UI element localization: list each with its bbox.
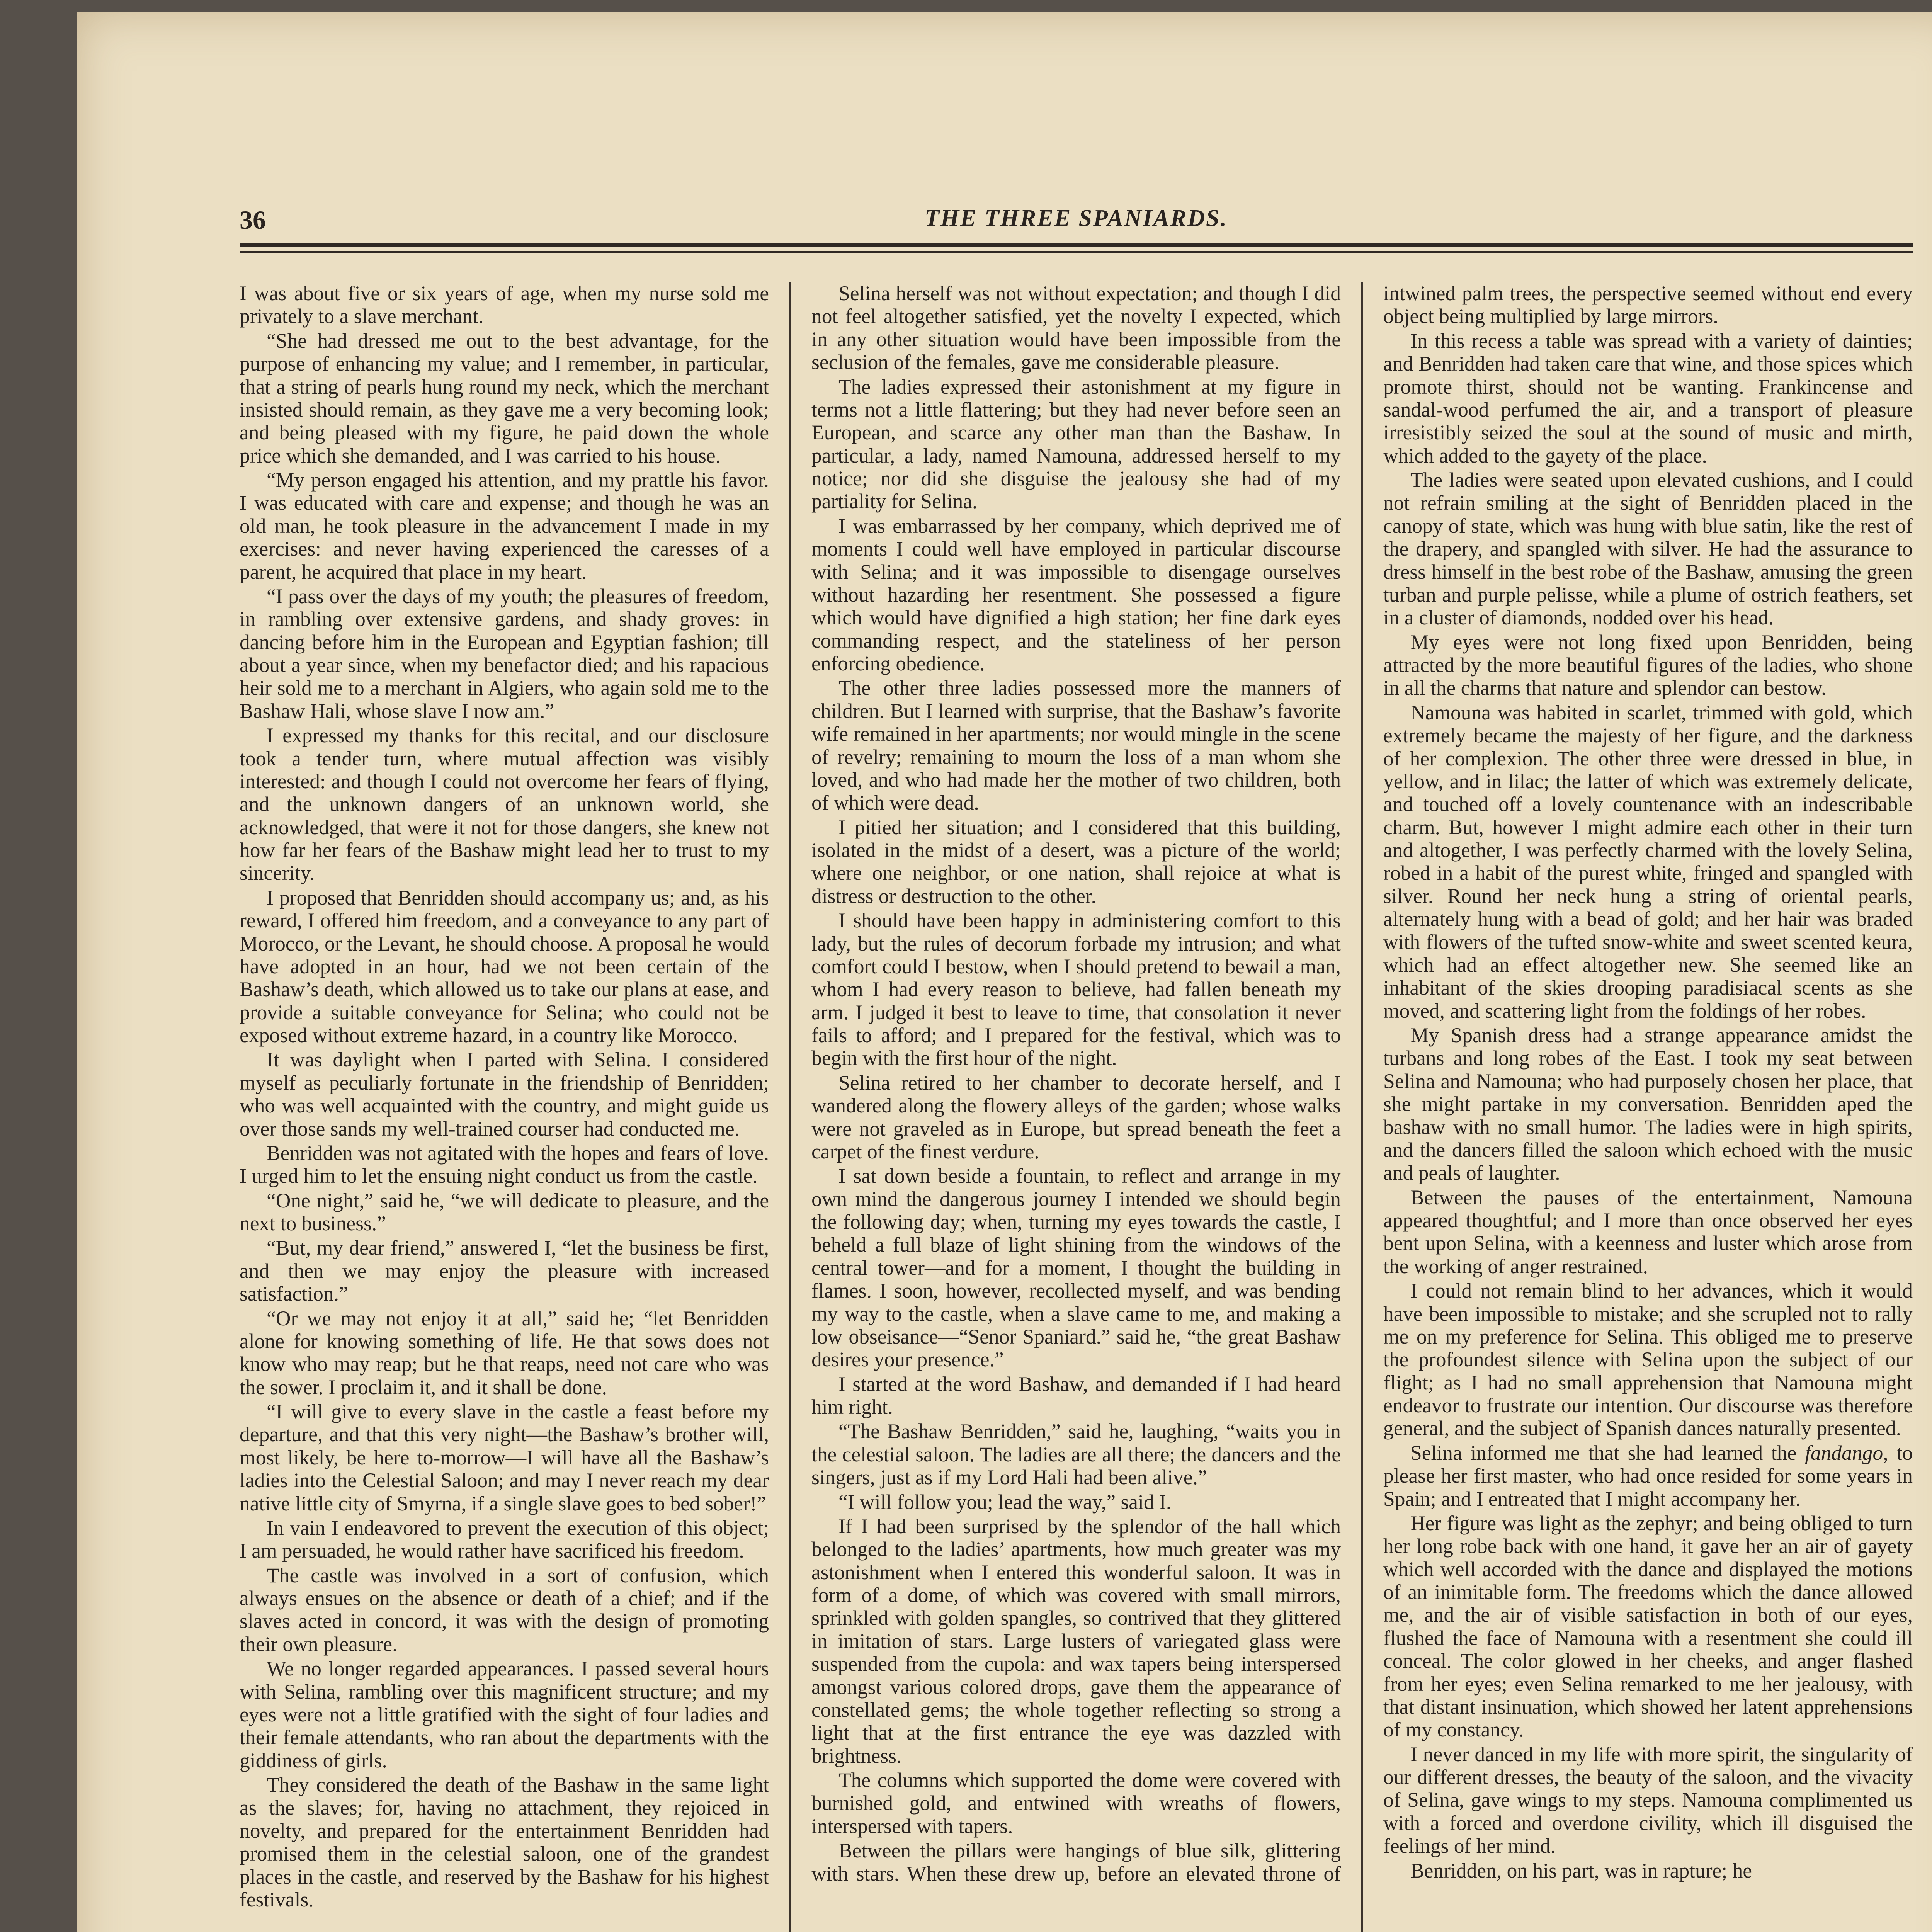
paragraph: I could not remain blind to her advances, which it would have been impossible to mistake; and she scrupled not to rally me on my preference for Selina. This obliged me to preserve the profoundest silence with Selina upon the subject of our flight; as I had no small apprehension that Namouna might endeavor to frustrate our intention. Our discourse was therefore general, and the subject of Spanish dances naturally presented. [1383,1279,1913,1440]
paragraph: “I will follow you; lead the way,” said I. [838,1490,1172,1514]
paragraph: My Spanish dress had a strange appearance amidst the turbans and long robes of the East. I took my seat between Selina and Namouna; who had purposely chosen her place, that she might partake in my conversation. Benridden aped the bashaw with no small humor. The ladies were in high spirits, and the dancers filled the saloon which echoed with the music and peals of laughter. [1383,1024,1913,1185]
page-number: 36 [240,205,266,235]
paragraph: I started at the word Bashaw, and demanded if I had heard him right. [811,1372,1341,1418]
article-body [240,282,1913,1932]
paragraph: If I had been surprised by the splendor of the hall which belonged to the ladies’ apartments, how much greater was my astonishment when I entered this wonderful saloon. It was in form of a dome, of which was covered with small mirrors, sprinkled with golden spangles, so contrived that they glittered in imitation of stars. Large lusters of variegated glass were suspended from the cupola: and wax tapers being interspersed amongst various colored drops, gave them the appearance of constellated gems; the whole together reflecting so strong a light that at the first entrance the eye was dazzled with brightness. [811,1514,1341,1767]
paragraph: Between the pauses of the entertainment, Namouna appeared thoughtful; and I more than once observed her eyes bent upon Selina, with a keenness and luster which arose from the working of anger restrained. [1383,1185,1913,1278]
paragraph: Selina retired to her chamber to decorate herself, and I wandered along the flowery alleys of the garden; whose walks were not graveled as in Europe, but spread beneath the feet a carpet of the finest verdure. [811,1071,1341,1163]
paragraph: The ladies expressed their astonishment at my figure in terms not a little flattering; but they had never before seen an European, and scarce any other man than the Bashaw. In particular, a lady, named Namouna, addressed herself to my notice; nor did she disguise the jealousy she had of my partiality for Selina. [811,375,1341,513]
paragraph: We no longer regarded appearances. I passed several hours with Selina, rambling over this magnificent structure; and my eyes were not a little gratified with the sight of four ladies and their female attendants, who ran about the departments with the giddiness of girls. [240,1657,769,1772]
paragraph: I was embarrassed by her company, which deprived me of moments I could well have employed in particular discourse with Selina; and it was impossible to disengage ourselves without hazarding her resentment. She possessed a figure which would have dignified a high station; her fine dark eyes commanding respect, and the stateliness of her person enforcing obedience. [811,514,1341,675]
paragraph: The columns which supported the dome were covered with burnished gold, and entwined with wreaths of flowers, interspersed with tapers. [811,1769,1341,1838]
paragraph: I sat down beside a fountain, to reflect and arrange in my own mind the dangerous journey I intended we should begin the following day; when, turning my eyes towards the castle, I beheld a full blaze of light shining from the windows of the central tower—and for a moment, I thought the building in flames. I soon, however, recollected myself, and was bending my way to the castle, when a slave came to me, and making a low obseisance—“Senor Spaniard.” said he, “the great Bashaw desires your presence.” [811,1164,1341,1371]
paragraph: They considered the death of the Bashaw in the same light as the slaves; for, having no attachment, they rejoiced in novelty, and prepared for the entertainment Benridden had promised them in the celestial saloon, one of the grandest places in the castle, and reserved by the Bashaw for his highest festivals. [240,1773,769,1911]
paragraph: My eyes were not long fixed upon Benridden, being attracted by the more beautiful figures of the ladies, who shone in all the charms that nature and splendor can bestow. [1383,630,1913,700]
paragraph: Benridden, on his part, was in rapture; he [1410,1859,1752,1882]
paragraph: Selina informed me that she had learned the fandango, to please her first master, who had once resided for some years in Spain; and I entreated that I might accompany her. [1383,1441,1913,1510]
paragraph: Namouna was habited in scarlet, trimmed with gold, which extremely became the majesty of her figure, and the darkness of her complexion. The other three were dressed in blue, in yellow, and in lilac; the latter of which was extremely delicate, and touched off a lovely countenance with an indescribable charm. But, however I might admire each other in their turn and altogether, I was perfectly charmed with the lovely Selina, robed in a habit of the purest white, fringed and spangled with silver. Round her neck hung a string of oriental pearls, alternately hung with a bead of gold; and her hair was braded with flowers of the tufted snow-white and sweet scented keura, which had an effect altogether new. She seemed like an inhabitant of the skies drooping paradisiacal scents as she moved, and scattering light from the foldings of her robes. [1383,701,1913,1022]
paragraph: I should have been happy in administering comfort to this lady, but the rules of decorum forbade my intrusion; and what comfort could I bestow, when I should pretend to bewail a man, whom I had every reason to believe, had fallen beneath my arm. I judged it best to leave to time, that consolation it never fails to afford; and I prepared for the festival, which was to begin with the first hour of the night. [811,909,1341,1070]
paragraph: “The Bashaw Benridden,” said he, laughing, “waits you in the celestial saloon. The ladies are all there; the dancers and the singers, just as if my Lord Hali had been alive.” [811,1420,1341,1489]
paragraph: In vain I endeavored to prevent the execution of this object; I am persuaded, he would rather have sacrificed his freedom. [240,1516,769,1563]
paragraph: The castle was involved in a sort of confusion, which always ensues on the absence or death of a chief; and if the slaves acted in concord, it was with the design of promoting their own pleasure. [240,1563,769,1656]
paragraph: “My person engaged his attention, and my prattle his favor. I was educated with care and expense; and though he was an old man, he took pleasure in the advancement I made in my exercises: and never having experienced the caresses of a parent, he acquired that place in my heart. [240,468,769,583]
paragraph: Benridden was not agitated with the hopes and fears of love. I urged him to let the ensuing night conduct us from the castle. [240,1141,769,1188]
newspaper-page [77,12,1932,1932]
paragraph: I pitied her situation; and I considered that this building, isolated in the midst of a desert, was a picture of the world; where one neighbor, or one nation, shall rejoice at what is distress or destruction to the other. [811,815,1341,908]
paragraph: “One night,” said he, “we will dedicate to pleasure, and the next to business.” [240,1189,769,1235]
paragraph: Between the pillars were hangings of blue silk, glittering with stars. When these drew up, before an elevated throne of intwined palm trees, the perspective seemed without end every object being multiplied by large mirrors. [811,282,1913,1885]
running-title: THE THREE SPANIARDS. [924,205,1228,231]
paragraph: “I will give to every slave in the castle a feast before my departure, and that this very night—the Bashaw’s brother will, most likely, be here to-morrow—I will have all the Bashaw’s ladies into the Celestial Saloon; and may I never reach my dear native little city of Smyrna, if a single slave goes to bed sober!” [240,1400,769,1515]
paragraph: The other three ladies possessed more the manners of children. But I learned with surprise, that the Bashaw’s favorite wife remained in her apartments; nor would mingle in the scene of revelry; remaining to mourn the loss of a man whom she loved, and who had made her the mother of two children, both of which were dead. [811,676,1341,815]
paragraph: Her figure was light as the zephyr; and being obliged to turn her long robe back with one hand, it gave her an air of gayety which well accorded with the dance and displayed the motions of an inimitable form. The freedoms which the dance allowed me, and the air of visible satisfaction in both of our eyes, flushed the face of Namouna with a resentment she could ill conceal. The color glowed in her cheeks, and anger flashed from her eyes; even Selina remarked to me her jealousy, with that distant insinuation, which showed her latent apprehensions of my constancy. [1383,1511,1913,1742]
paragraph: I was about five or six years of age, when my nurse sold me privately to a slave merchant. [240,282,769,328]
paragraph: I proposed that Benridden should accompany us; and, as his reward, I offered him freedom, and a conveyance to any part of Morocco, or the Levant, he should choose. A proposal he would have adopted in an hour, had we not been certain of the Bashaw’s death, which allowed us to take our plans at ease, and provide a suitable conveyance for Selina; who could not be exposed without extreme hazard, in a country like Morocco. [240,886,769,1047]
paragraph: It was daylight when I parted with Selina. I considered myself as peculiarly fortunate in the friendship of Benridden; who was well acquainted with the country, and might guide us over those sands my well-trained courser had conducted me. [240,1048,769,1140]
paragraph: “I pass over the days of my youth; the pleasures of freedom, in rambling over extensive gardens, and shady groves: in dancing before him in the European and Egyptian fashion; till about a year since, when my benefactor died; and his rapacious heir sold me to a merchant in Algiers, who again sold me to the Bashaw Hali, whose slave I now am.” [240,584,769,723]
paragraph: “Or we may not enjoy it at all,” said he; “let Benridden alone for knowing something of life. He that sows does not know who may reap; but he that reaps, need not care who was the sower. I proclaim it, and it shall be done. [240,1306,769,1399]
page-header [240,205,1913,243]
header-rule [240,243,1913,253]
paragraph: I never danced in my life with more spirit, the singularity of our different dresses, the beauty of the saloon, and the vivacity of Selina, gave wings to my steps. Namouna complimented us with a forced and overdone civility, which ill disguised the feelings of her mind. [1383,1742,1913,1858]
paragraph: The ladies were seated upon elevated cushions, and I could not refrain smiling at the sight of Benridden placed in the canopy of state, which was hung with blue satin, like the rest of the drapery, and spangled with silver. He had the assurance to dress himself in the best robe of the Bashaw, amusing the green turban and purple pelisse, while a plume of ostrich feathers, set in a cluster of diamonds, nodded over his head. [1383,468,1913,629]
paragraph: “But, my dear friend,” answered I, “let the business be first, and then we may enjoy the pleasure with increased satisfaction.” [240,1236,769,1306]
paragraph: I expressed my thanks for this recital, and our disclosure took a tender turn, where mutual affection was visibly interested: and though I could not overcome her fears of flying, and the unknown dangers of an unknown world, she acknowledged, that were it not for those dangers, she knew not how far her fears of the Bashaw might lead her to trust to my sincerity. [240,724,769,885]
paragraph: In this recess a table was spread with a variety of dainties; and Benridden had taken care that wine, and those spices which promote thirst, should not be wanting. Frankincense and sandal-wood perfumed the air, and a transport of pleasure irresistibly seized the soul at the sound of music and mirth, which added to the gayety of the place. [1383,329,1913,467]
paragraph: Selina herself was not without expectation; and though I did not feel altogether satisfied, yet the novelty I expected, which in any other situation would have been impossible from the seclusion of the females, gave me considerable pleasure. [811,282,1341,374]
paragraph: “She had dressed me out to the best advantage, for the purpose of enhancing my value; and I remember, in particular, that a string of pearls hung round my neck, which the merchant insisted should remain, as they gave me a very becoming look; and being pleased with my figure, he paid down the whole price which she demanded, and I was carried to his house. [240,329,769,467]
